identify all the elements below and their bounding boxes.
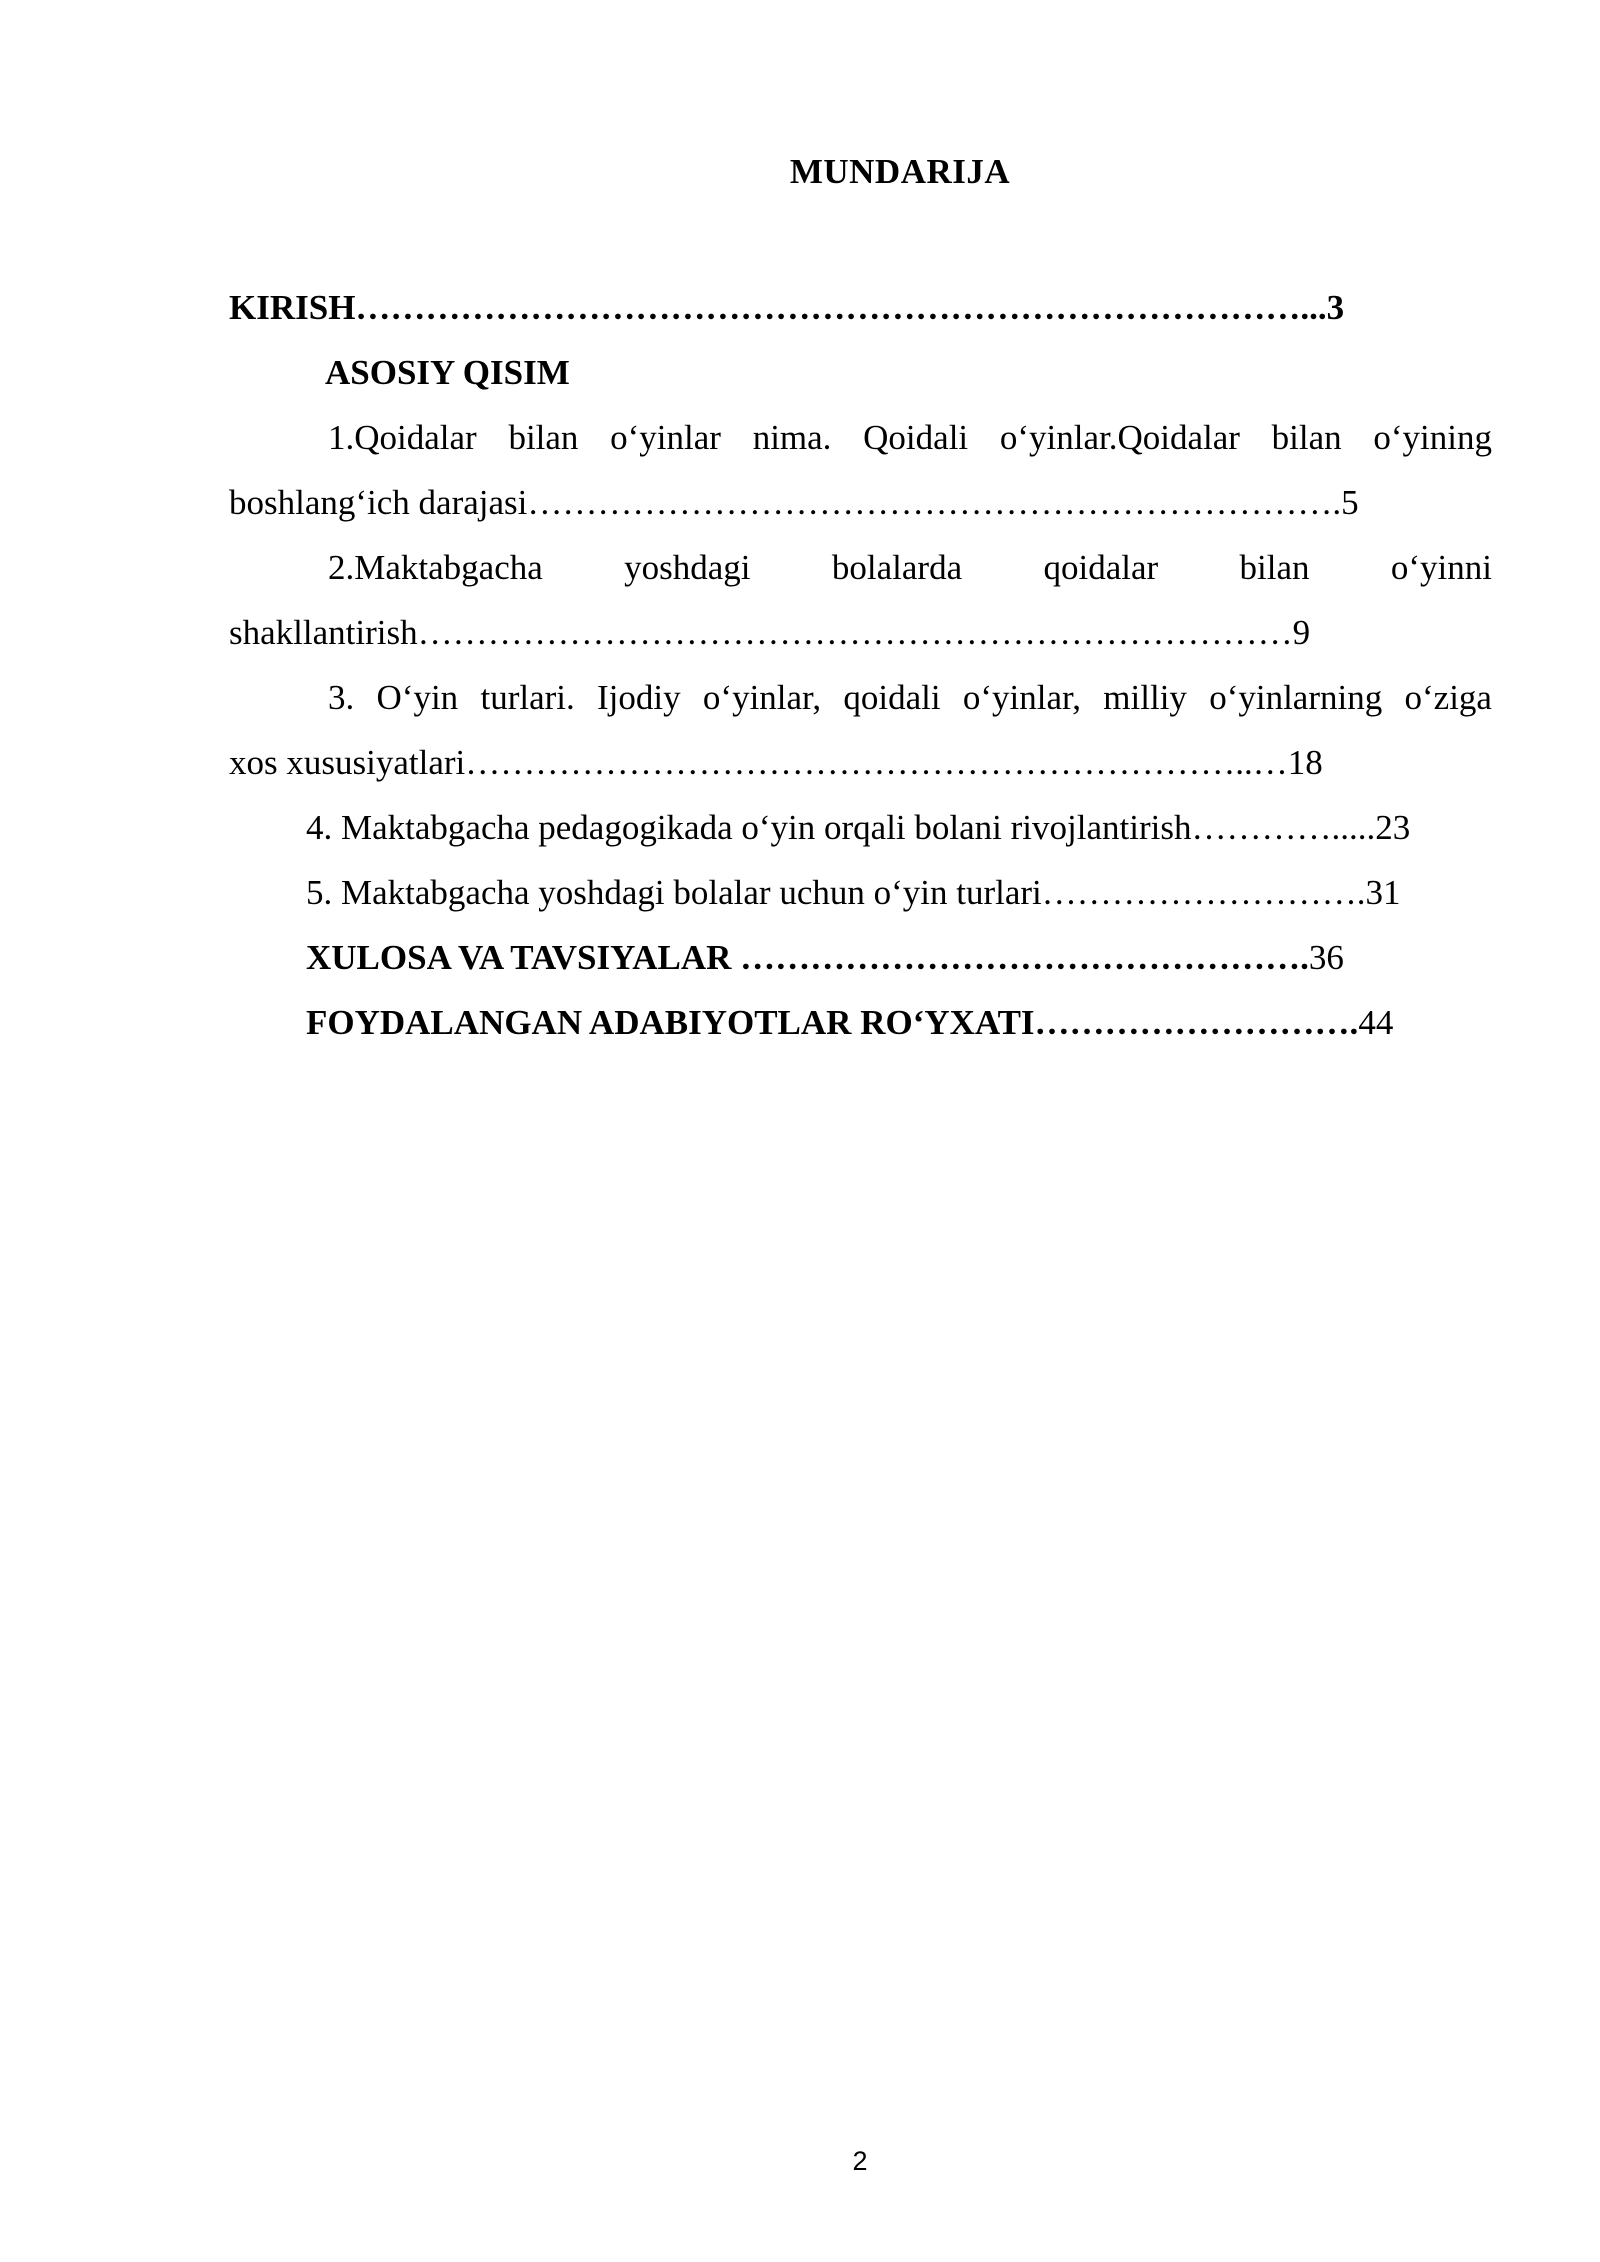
word: o‘yining [1373, 418, 1492, 457]
toc-entry-4: 4. Maktabgacha pedagogikada o‘yin orqali bolani rivojlantirish………….....23 [306, 808, 1411, 847]
word: 3. [328, 678, 355, 717]
word: milliy [1103, 678, 1187, 717]
toc-entry-xulosa-text: XULOSA VA TAVSIYALAR …………………………………………. [306, 938, 1309, 977]
toc-entry-foydalangan-text: FOYDALANGAN ADABIYOTLAR RO‘YXATI………………………. [306, 1003, 1359, 1042]
page-number: 2 [852, 2146, 868, 2176]
word: nima. [752, 418, 832, 457]
toc-entry-2-line1 [328, 550, 1492, 585]
word: qoidali [843, 678, 941, 717]
word: o‘ziga [1404, 678, 1492, 717]
toc-entry-foydalangan-page: 44 [1358, 1003, 1394, 1042]
toc-entry-kirish: KIRISH………………………………………………………………………...3 [229, 288, 1345, 327]
word: bilan [1271, 418, 1342, 457]
toc-entry-5: 5. Maktabgacha yoshdagi bolalar uchun o‘yin turlari……………………….31 [306, 873, 1401, 912]
word: o‘yinlar [610, 418, 721, 457]
toc-entry-3-line2: xos xususiyatlari…………………………………………………………..…18 [229, 743, 1323, 782]
word: Ijodiy [597, 678, 681, 717]
word: Qoidali [863, 418, 969, 457]
word: qoidalar [1043, 548, 1159, 587]
toc-entry-foydalangan [306, 1005, 1393, 1040]
word: bilan [1239, 548, 1310, 587]
word: turlari. [480, 678, 575, 717]
word: o‘yinlarning [1209, 678, 1383, 717]
toc-entry-2-line2: shakllantirish…………………………………………………………………9 [229, 613, 1311, 652]
word: bolalarda [831, 548, 963, 587]
word: o‘yinlar, [702, 678, 822, 717]
page-title: MUNDARIJA [789, 152, 1011, 191]
word: o‘yinlar.Qoidalar [999, 418, 1240, 457]
word: O‘yin [376, 678, 459, 717]
toc-entry-xulosa-page: 36 [1308, 938, 1344, 977]
word: bilan [508, 418, 579, 457]
word: o‘yinlar, [962, 678, 1082, 717]
word: o‘yinni [1390, 548, 1492, 587]
toc-section-asosiy: ASOSIY QISIM [325, 353, 570, 392]
toc-entry-xulosa [306, 940, 1344, 975]
toc-entry-1-line1 [328, 420, 1492, 455]
word: 1.Qoidalar [328, 418, 477, 457]
toc-entry-1-line2: boshlang‘ich darajasi…………………………………………………………….5 [229, 483, 1359, 522]
toc-entry-3-line1 [328, 680, 1492, 715]
word: yoshdagi [624, 548, 751, 587]
word: 2.Maktabgacha [328, 548, 543, 587]
